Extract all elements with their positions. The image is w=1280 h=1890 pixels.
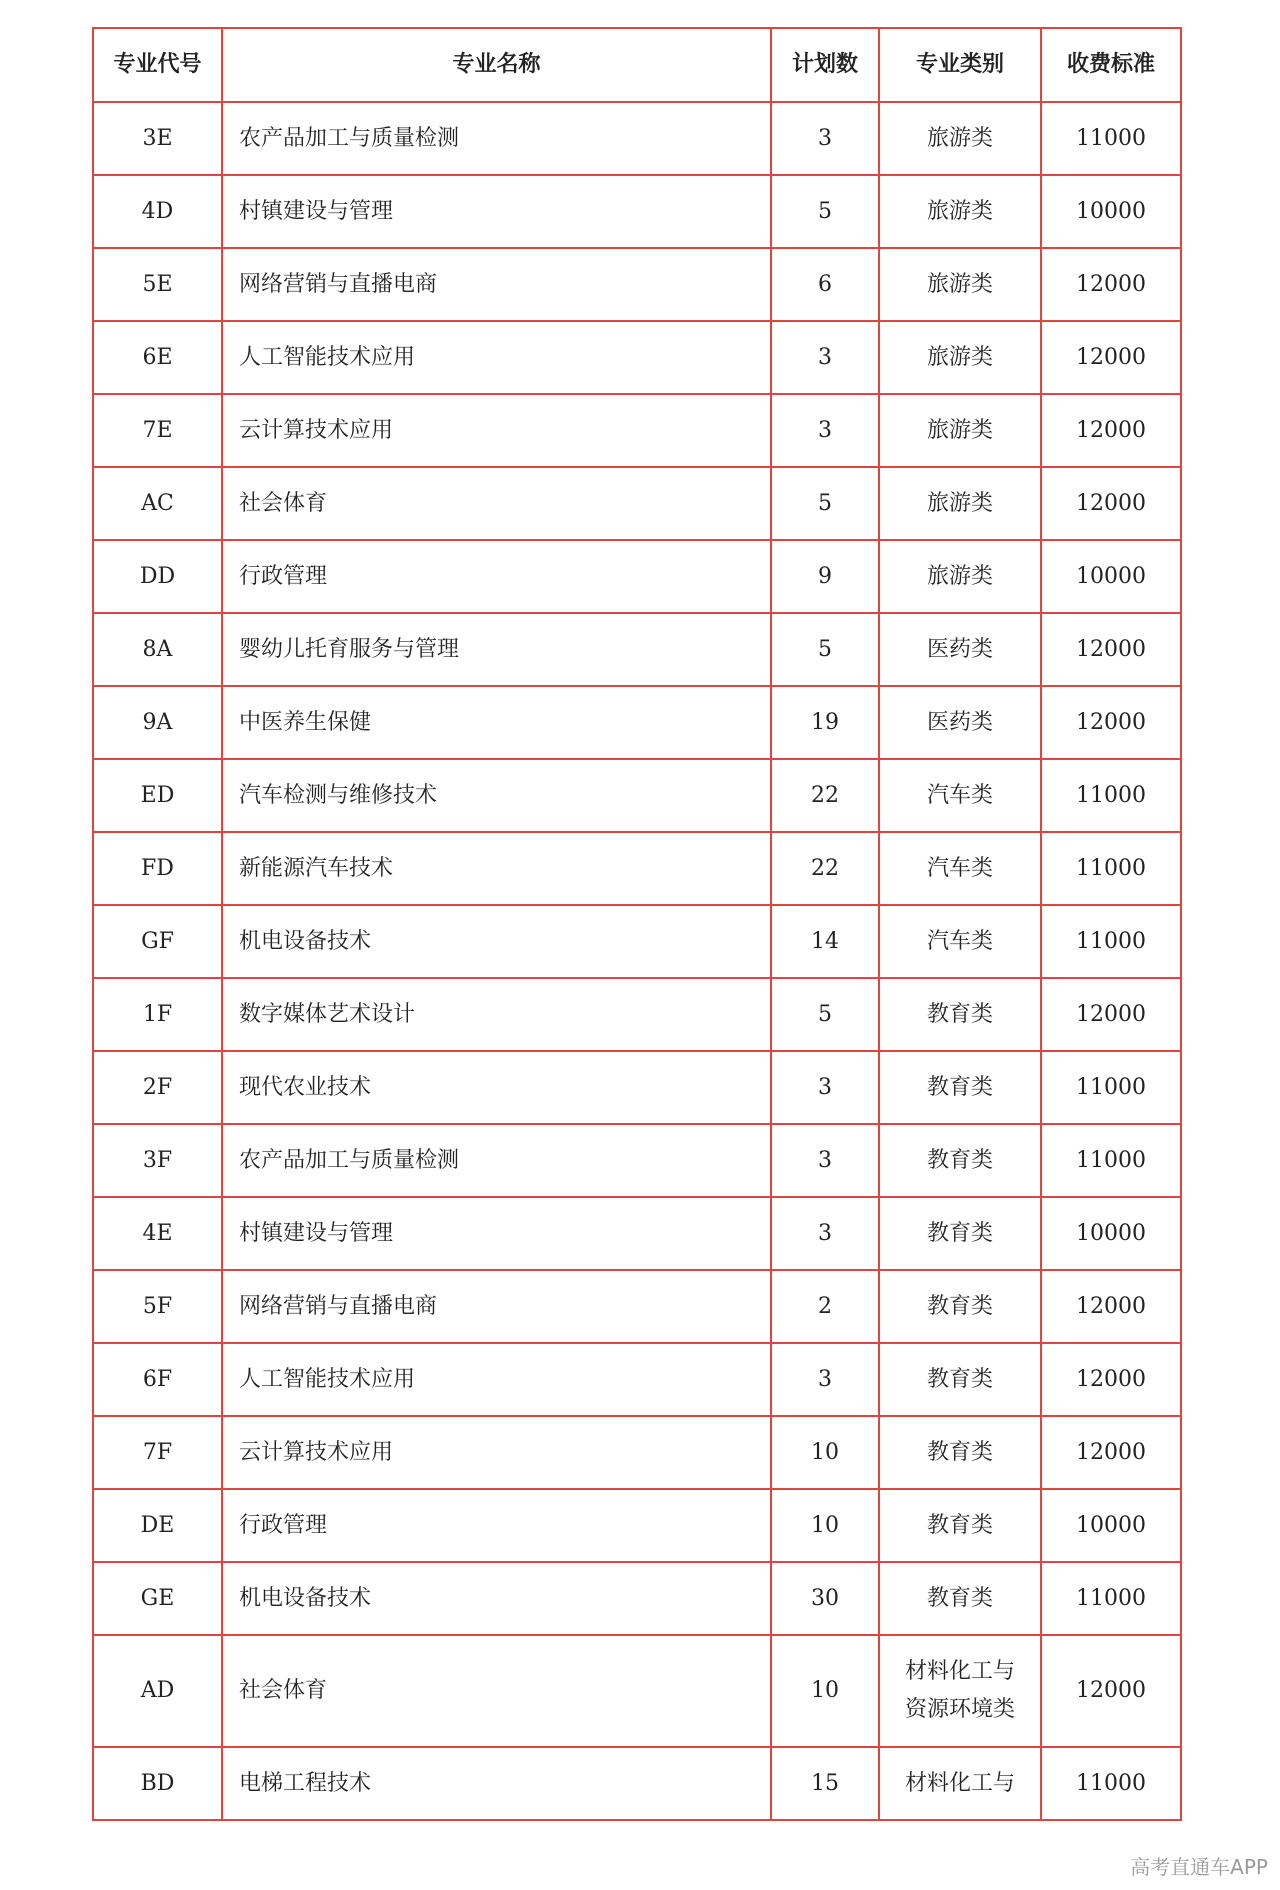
cell-plan-count: 3 [771, 1124, 879, 1197]
cell-major-code: 1F [93, 978, 222, 1051]
cell-major-category: 教育类 [879, 1489, 1041, 1562]
header-tuition: 收费标准 [1041, 28, 1181, 102]
cell-tuition: 10000 [1041, 1489, 1181, 1562]
cell-major-code: AD [93, 1635, 222, 1747]
table-row [93, 1416, 1181, 1489]
cell-plan-count: 19 [771, 686, 879, 759]
cell-major-category: 汽车类 [879, 832, 1041, 905]
cell-major-code: DE [93, 1489, 222, 1562]
cell-plan-count: 6 [771, 248, 879, 321]
cell-tuition: 12000 [1041, 394, 1181, 467]
cell-tuition: 12000 [1041, 467, 1181, 540]
cell-major-name: 新能源汽车技术 [222, 832, 771, 905]
cell-major-name: 现代农业技术 [222, 1051, 771, 1124]
cell-major-code: 6F [93, 1343, 222, 1416]
cell-tuition: 10000 [1041, 1197, 1181, 1270]
cell-major-category: 材料化工与 [879, 1747, 1041, 1820]
cell-tuition: 11000 [1041, 832, 1181, 905]
cell-major-category: 教育类 [879, 1270, 1041, 1343]
header-major-category: 专业类别 [879, 28, 1041, 102]
cell-major-category: 教育类 [879, 1343, 1041, 1416]
cell-major-code: AC [93, 467, 222, 540]
cell-major-code: 7E [93, 394, 222, 467]
table-row [93, 321, 1181, 394]
table-row [93, 1635, 1181, 1747]
cell-major-code: GE [93, 1562, 222, 1635]
cell-major-category: 旅游类 [879, 394, 1041, 467]
cell-major-name: 农产品加工与质量检测 [222, 102, 771, 175]
cell-major-category: 教育类 [879, 978, 1041, 1051]
cell-tuition: 12000 [1041, 1416, 1181, 1489]
cell-plan-count: 5 [771, 175, 879, 248]
cell-major-code: 4D [93, 175, 222, 248]
cell-major-name: 农产品加工与质量检测 [222, 1124, 771, 1197]
cell-plan-count: 3 [771, 394, 879, 467]
table-row [93, 978, 1181, 1051]
cell-major-code: 5E [93, 248, 222, 321]
table-row [93, 1562, 1181, 1635]
cell-tuition: 11000 [1041, 102, 1181, 175]
cell-major-code: BD [93, 1747, 222, 1820]
cell-major-name: 电梯工程技术 [222, 1747, 771, 1820]
cell-plan-count: 3 [771, 1051, 879, 1124]
cell-tuition: 12000 [1041, 613, 1181, 686]
cell-major-category: 教育类 [879, 1562, 1041, 1635]
cell-tuition: 12000 [1041, 978, 1181, 1051]
cell-major-name: 村镇建设与管理 [222, 175, 771, 248]
cell-major-code: 6E [93, 321, 222, 394]
cell-tuition: 11000 [1041, 1562, 1181, 1635]
table-row [93, 248, 1181, 321]
enrollment-plan-table [92, 27, 1182, 1821]
table-row [93, 102, 1181, 175]
cell-major-name: 机电设备技术 [222, 905, 771, 978]
cell-major-code: 4E [93, 1197, 222, 1270]
cell-major-code: 7F [93, 1416, 222, 1489]
cell-major-name: 数字媒体艺术设计 [222, 978, 771, 1051]
cell-major-code: 8A [93, 613, 222, 686]
table-row [93, 1343, 1181, 1416]
cell-major-name: 村镇建设与管理 [222, 1197, 771, 1270]
cell-tuition: 12000 [1041, 1343, 1181, 1416]
cell-major-category: 教育类 [879, 1416, 1041, 1489]
cell-major-name: 汽车检测与维修技术 [222, 759, 771, 832]
cell-major-code: DD [93, 540, 222, 613]
cell-plan-count: 5 [771, 978, 879, 1051]
table-row [93, 467, 1181, 540]
cell-plan-count: 10 [771, 1489, 879, 1562]
cell-plan-count: 14 [771, 905, 879, 978]
cell-major-code: FD [93, 832, 222, 905]
table-row [93, 1489, 1181, 1562]
cell-plan-count: 2 [771, 1270, 879, 1343]
cell-plan-count: 3 [771, 321, 879, 394]
table-row [93, 1124, 1181, 1197]
table-row [93, 1051, 1181, 1124]
cell-major-code: ED [93, 759, 222, 832]
cell-major-name: 社会体育 [222, 467, 771, 540]
cell-tuition: 12000 [1041, 1635, 1181, 1747]
cell-major-code: 3F [93, 1124, 222, 1197]
cell-major-name: 机电设备技术 [222, 1562, 771, 1635]
cell-tuition: 11000 [1041, 1747, 1181, 1820]
cell-major-name: 人工智能技术应用 [222, 321, 771, 394]
cell-major-name: 人工智能技术应用 [222, 1343, 771, 1416]
cell-plan-count: 5 [771, 467, 879, 540]
cell-plan-count: 3 [771, 102, 879, 175]
table-row [93, 1747, 1181, 1820]
cell-major-name: 社会体育 [222, 1635, 771, 1747]
table-row [93, 613, 1181, 686]
cell-tuition: 11000 [1041, 759, 1181, 832]
cell-tuition: 11000 [1041, 1124, 1181, 1197]
cell-major-name: 网络营销与直播电商 [222, 1270, 771, 1343]
cell-tuition: 12000 [1041, 686, 1181, 759]
header-plan-count: 计划数 [771, 28, 879, 102]
cell-tuition: 10000 [1041, 175, 1181, 248]
table-header-row [93, 28, 1181, 102]
table-body [93, 102, 1181, 1820]
table-row [93, 905, 1181, 978]
cell-major-category: 旅游类 [879, 467, 1041, 540]
cell-major-name: 行政管理 [222, 1489, 771, 1562]
cell-tuition: 12000 [1041, 1270, 1181, 1343]
cell-plan-count: 10 [771, 1416, 879, 1489]
cell-major-category: 教育类 [879, 1051, 1041, 1124]
cell-major-name: 中医养生保健 [222, 686, 771, 759]
cell-major-category: 旅游类 [879, 248, 1041, 321]
cell-major-code: 2F [93, 1051, 222, 1124]
cell-major-code: 3E [93, 102, 222, 175]
header-major-name: 专业名称 [222, 28, 771, 102]
table-row [93, 540, 1181, 613]
cell-plan-count: 22 [771, 759, 879, 832]
table-row [93, 1197, 1181, 1270]
table-row [93, 394, 1181, 467]
cell-major-code: 5F [93, 1270, 222, 1343]
cell-major-category: 旅游类 [879, 540, 1041, 613]
cell-plan-count: 3 [771, 1343, 879, 1416]
table-row [93, 759, 1181, 832]
cell-major-name: 云计算技术应用 [222, 1416, 771, 1489]
cell-major-category: 旅游类 [879, 102, 1041, 175]
table-row [93, 1270, 1181, 1343]
cell-major-category: 教育类 [879, 1124, 1041, 1197]
cell-major-code: 9A [93, 686, 222, 759]
cell-plan-count: 22 [771, 832, 879, 905]
cell-major-name: 行政管理 [222, 540, 771, 613]
cell-tuition: 12000 [1041, 321, 1181, 394]
cell-plan-count: 5 [771, 613, 879, 686]
table-row [93, 686, 1181, 759]
watermark-text: 高考直通车APP [1130, 1855, 1268, 1879]
cell-plan-count: 3 [771, 1197, 879, 1270]
cell-plan-count: 9 [771, 540, 879, 613]
cell-major-category: 旅游类 [879, 321, 1041, 394]
cell-major-name: 婴幼儿托育服务与管理 [222, 613, 771, 686]
cell-major-category: 旅游类 [879, 175, 1041, 248]
cell-tuition: 12000 [1041, 248, 1181, 321]
cell-major-code: GF [93, 905, 222, 978]
table-row [93, 832, 1181, 905]
cell-major-category: 医药类 [879, 686, 1041, 759]
cell-major-category: 汽车类 [879, 759, 1041, 832]
table-row [93, 175, 1181, 248]
cell-tuition: 11000 [1041, 905, 1181, 978]
cell-plan-count: 30 [771, 1562, 879, 1635]
header-major-code: 专业代号 [93, 28, 222, 102]
cell-major-name: 云计算技术应用 [222, 394, 771, 467]
cell-plan-count: 15 [771, 1747, 879, 1820]
cell-plan-count: 10 [771, 1635, 879, 1747]
cell-tuition: 10000 [1041, 540, 1181, 613]
cell-tuition: 11000 [1041, 1051, 1181, 1124]
cell-major-category: 教育类 [879, 1197, 1041, 1270]
cell-major-category: 材料化工与 资源环境类 [879, 1635, 1041, 1747]
cell-major-name: 网络营销与直播电商 [222, 248, 771, 321]
cell-major-category: 医药类 [879, 613, 1041, 686]
cell-major-category: 汽车类 [879, 905, 1041, 978]
